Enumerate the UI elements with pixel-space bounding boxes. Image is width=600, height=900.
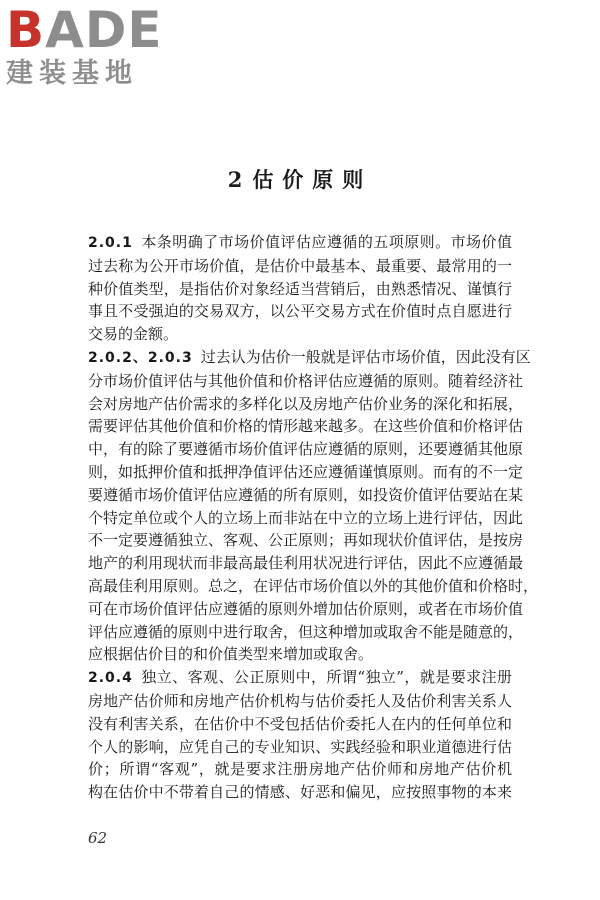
text-line: 应根据估价目的和价值类型来增加或取舍。 bbox=[88, 645, 374, 664]
text-line: 个人的影响，应凭自己的专业知识、实践经验和职业道德进行估 bbox=[88, 737, 512, 756]
text-line: 2.0.1 本条明确了市场价值评估应遵循的五项原则。市场价值 bbox=[88, 233, 512, 251]
text-line: 种价值类型，是指估价对象经适当营销后，由熟悉情况、谨慎行 bbox=[88, 279, 512, 298]
text-line: 个特定单位或个人的立场上而非站在中立的立场上进行评估，因此 bbox=[88, 508, 524, 527]
section-2-0-2-2-0-3 bbox=[88, 346, 539, 666]
section-number: 2.0.2、2.0.3 bbox=[88, 349, 193, 366]
text-line: 中，有的除了要遵循市场价值评估应遵循的原则，还要遵循其他原 bbox=[88, 440, 524, 459]
text-line: 房地产估价师和房地产估价机构与估价委托人及估价利害关系人 bbox=[88, 691, 512, 710]
text-line: 高最佳利用原则。总之，在评估市场价值以外的其他价值和价格时， bbox=[88, 576, 539, 595]
text-line: 可在市场价值评估应遵循的原则外增加估价原则，或者在市场价值 bbox=[88, 599, 524, 618]
text-line: 地产的利用现状而非最高最佳利用状况进行评估，因此不应遵循最 bbox=[88, 554, 524, 573]
chapter-title bbox=[0, 164, 600, 194]
bade-watermark-logo bbox=[6, 1, 176, 90]
section-2-0-4 bbox=[88, 666, 512, 804]
chapter-title-text: 估价原则 bbox=[252, 167, 373, 192]
text-line: 要遵循市场价值评估应遵循的所有原则，如投资价值评估要站在某 bbox=[88, 485, 524, 504]
text-line: 会对房地产估价需求的多样化以及房地产估价业务的深化和拓展， bbox=[88, 394, 524, 413]
text-line: 没有利害关系，在估价中不受包括估价委托人在内的任何单位和 bbox=[88, 714, 512, 733]
text-line: 构在估价中不带着自己的情感、好恶和偏见，应按照事物的本来 bbox=[88, 783, 512, 802]
text-line: 不一定要遵循独立、客观、公正原则；再如现状价值评估，是按房 bbox=[88, 531, 524, 550]
text-line: 2.0.2、2.0.3 过去认为估价一般就是评估市场价值，因此没有区 bbox=[88, 347, 531, 366]
text-line: 分市场价值评估与其他价值和价格评估应遵循的原则。随着经济社 bbox=[88, 371, 524, 390]
text-line: 事且不受强迫的交易双方，以公平交易方式在价值时点自愿进行 bbox=[88, 302, 512, 321]
text-line: 过去称为公开市场价值，是估价中最基本、最重要、最常用的一 bbox=[88, 256, 512, 275]
section-number: 2.0.1 bbox=[88, 235, 133, 251]
bade-logo-subtitle: 建装基地 bbox=[6, 58, 138, 89]
text-line: 交易的金额。 bbox=[88, 325, 179, 344]
document-body bbox=[88, 231, 539, 804]
text-line: 需要评估其他价值和价格的情形越来越多。在这些价值和价格评估 bbox=[88, 417, 524, 436]
section-number: 2.0.4 bbox=[88, 670, 133, 687]
page-number: 62 bbox=[88, 829, 108, 847]
bade-logo-text: BADE bbox=[6, 1, 163, 59]
chapter-number: 2 bbox=[227, 167, 245, 192]
text-line: 则，如抵押价值和抵押净值评估还应遵循谨慎原则。而有的不一定 bbox=[88, 462, 524, 481]
section-2-0-1 bbox=[88, 231, 512, 346]
text-line: 2.0.4 独立、客观、公正原则中，所谓“独立”，就是要求注册 bbox=[88, 668, 512, 687]
text-line: 评估应遵循的原则中进行取舍，但这种增加或取舍不能是随意的， bbox=[88, 622, 524, 641]
text-line: 价；所谓“客观”，就是要求注册房地产估价师和房地产估价机 bbox=[88, 760, 512, 779]
